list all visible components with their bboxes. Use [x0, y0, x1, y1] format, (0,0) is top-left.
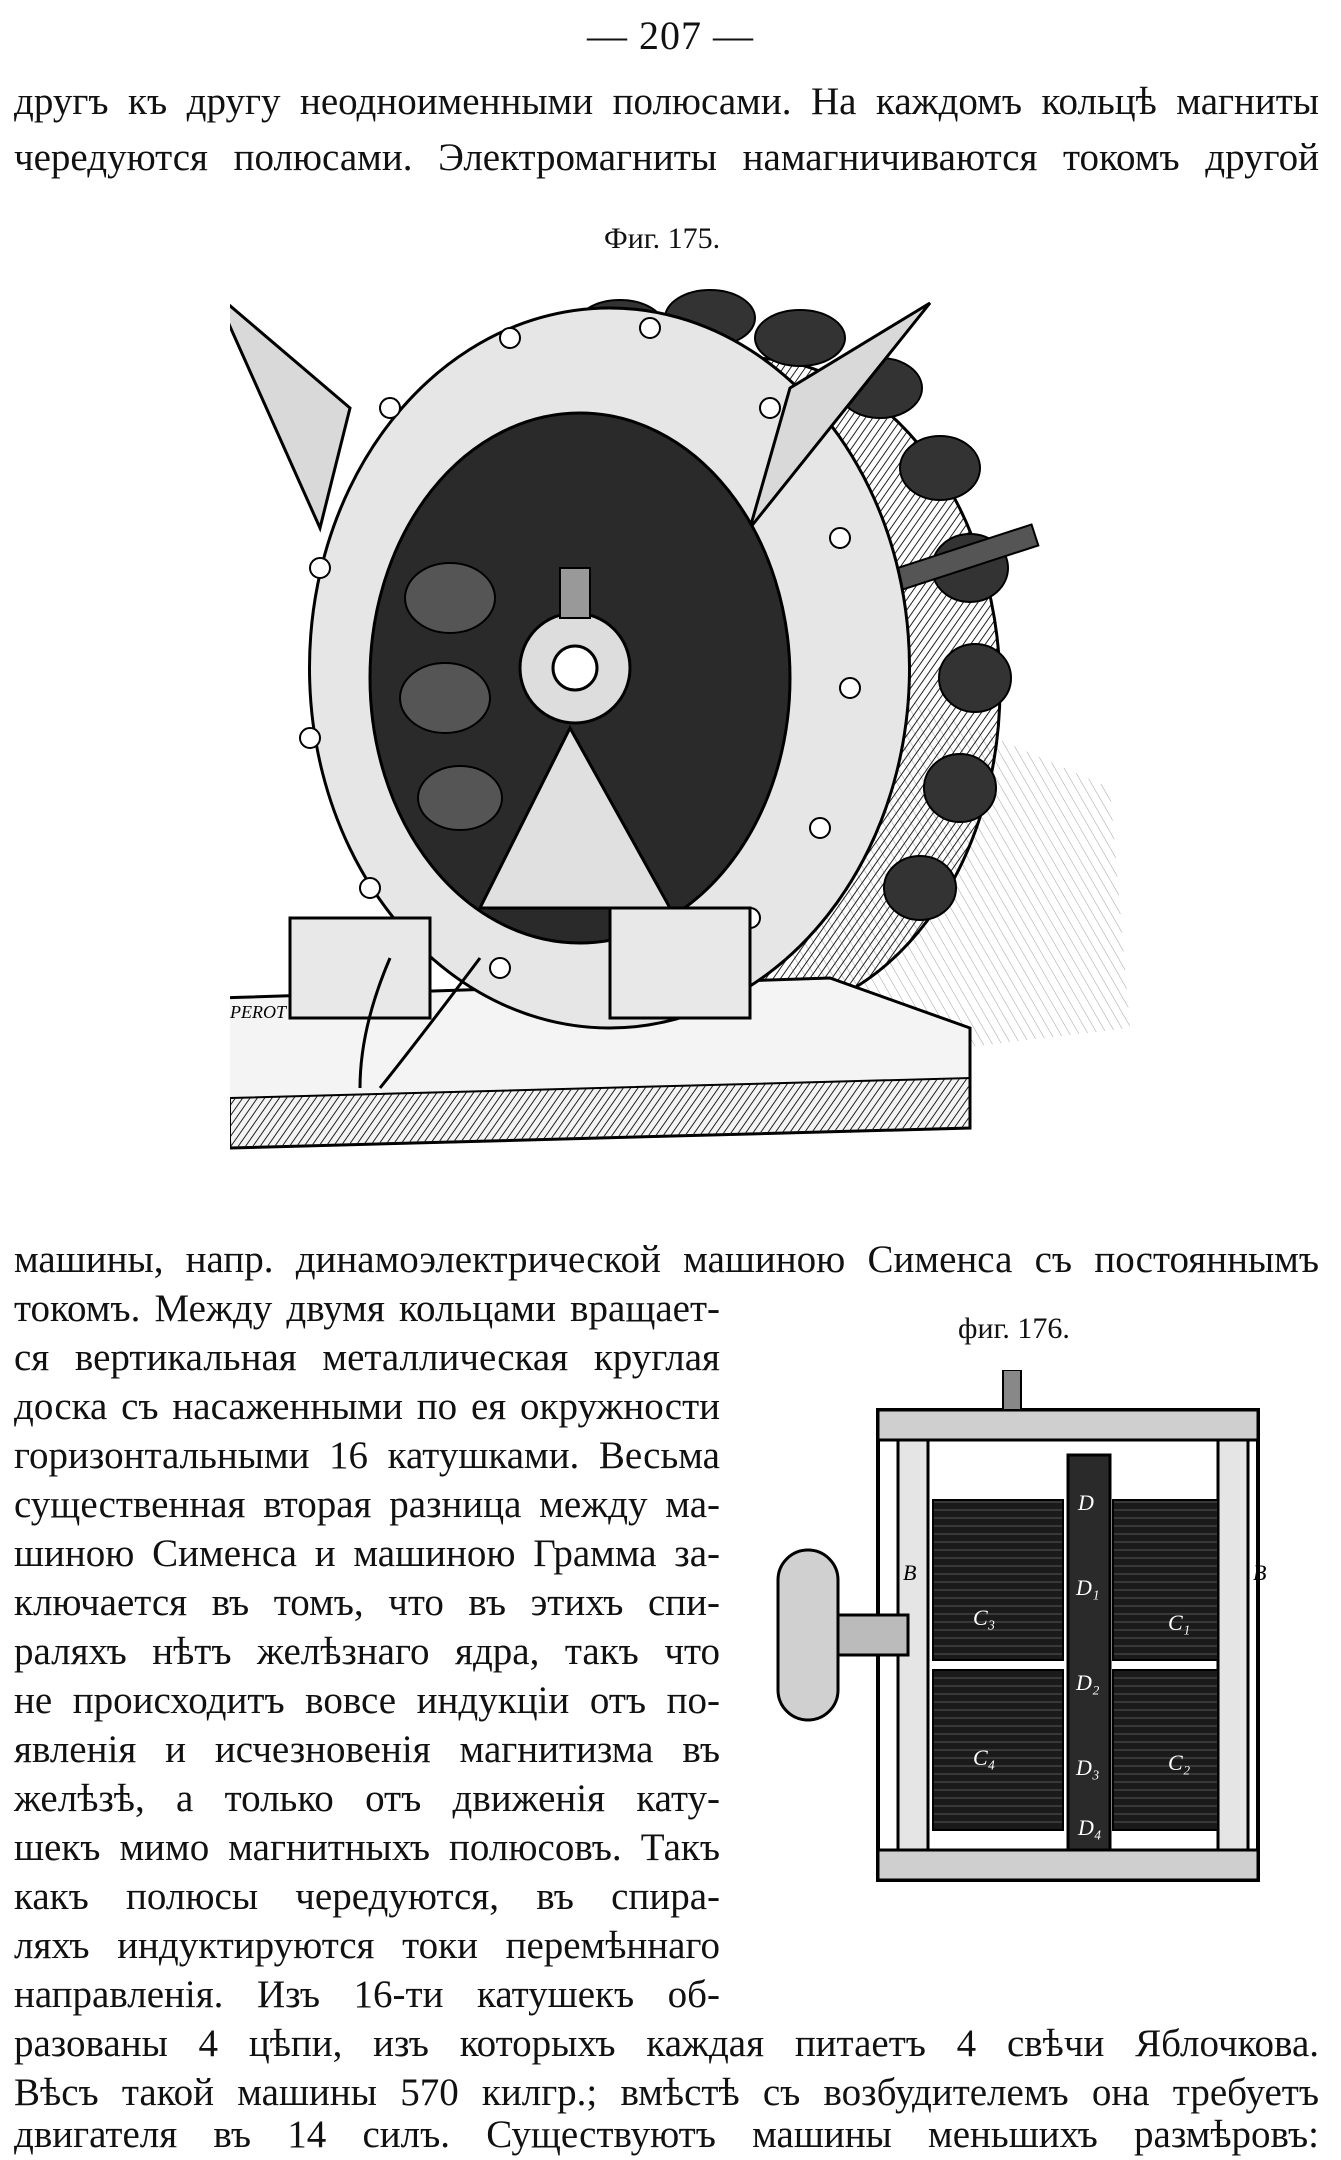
text-line: раляхъ нѣтъ желѣзнаго ядра, такъ что — [14, 1630, 720, 1673]
figure-175-engraving — [230, 268, 1170, 1178]
text-line: направленія. Изъ 16-ти катушекъ об- — [14, 1973, 720, 2016]
text-line: двигателя въ 14 силъ. Существуютъ машины меньшихъ размѣровъ: — [14, 2113, 1319, 2156]
text-line: не происходитъ вовсе индукціи отъ по- — [14, 1679, 720, 1722]
text-line: шекъ мимо магнитныхъ полюсовъ. Такъ — [14, 1826, 720, 1869]
text-line: существенная вторая разница между ма- — [14, 1483, 720, 1526]
text-line: доска съ насаженными по ея окружности — [14, 1385, 720, 1428]
text-line: ся вертикальная металлическая круглая — [14, 1336, 720, 1379]
text-line: разованы 4 цѣпи, изъ которыхъ каждая питаетъ 4 свѣчи Яблочкова. — [14, 2022, 1319, 2065]
label-D: D — [1078, 1490, 1094, 1515]
label-D4: D₄ — [1078, 1815, 1102, 1840]
text-line: токомъ. Между двумя кольцами вращает- — [14, 1287, 720, 1330]
text-line: желѣзѣ, а только отъ движенія кату- — [14, 1777, 720, 1820]
label-C2: C₂ — [1168, 1750, 1191, 1775]
label-D1: D₁ — [1076, 1575, 1100, 1600]
label-B-left: B — [903, 1560, 917, 1585]
text-line: чередуются полюсами. Электромагниты намагничиваются токомъ другой — [14, 136, 1319, 179]
engraver-signature: PEROT — [230, 1002, 286, 1022]
figure-176-diagram — [748, 1370, 1320, 1910]
label-D3: D₃ — [1076, 1755, 1100, 1780]
page-number: — 207 — — [587, 13, 754, 58]
text-line: Вѣсъ такой машины 570 килгр.; вмѣстѣ съ возбудителемъ она требуетъ — [14, 2071, 1319, 2114]
text-line: какъ полюсы чередуются, въ спира- — [14, 1875, 720, 1918]
text-line: горизонтальными 16 катушками. Весьма — [14, 1434, 720, 1477]
figure-175-caption: Фиг. 175. — [604, 222, 721, 255]
label-C4: C₄ — [973, 1745, 996, 1770]
figure-176-caption: фиг. 176. — [958, 1312, 1070, 1345]
text-line: ключается въ томъ, что въ этихъ спи- — [14, 1581, 720, 1624]
text-line: другъ къ другу неодноименными полюсами. На каждомъ кольцѣ магниты — [14, 80, 1319, 123]
text-line: шиною Сименса и машиною Грамма за- — [14, 1532, 720, 1575]
text-line: ляхъ индуктируются токи перемѣннаго — [14, 1924, 720, 1967]
label-C3: C₃ — [973, 1605, 996, 1630]
text-line: машины, напр. динамоэлектрической машиною Сименса съ постояннымъ — [14, 1238, 1319, 1281]
label-C1: C₁ — [1168, 1610, 1191, 1635]
label-D2: D₂ — [1076, 1670, 1100, 1695]
text-line: явленія и исчезновенія магнитизма въ — [14, 1728, 720, 1771]
label-B-right: B — [1253, 1560, 1267, 1585]
